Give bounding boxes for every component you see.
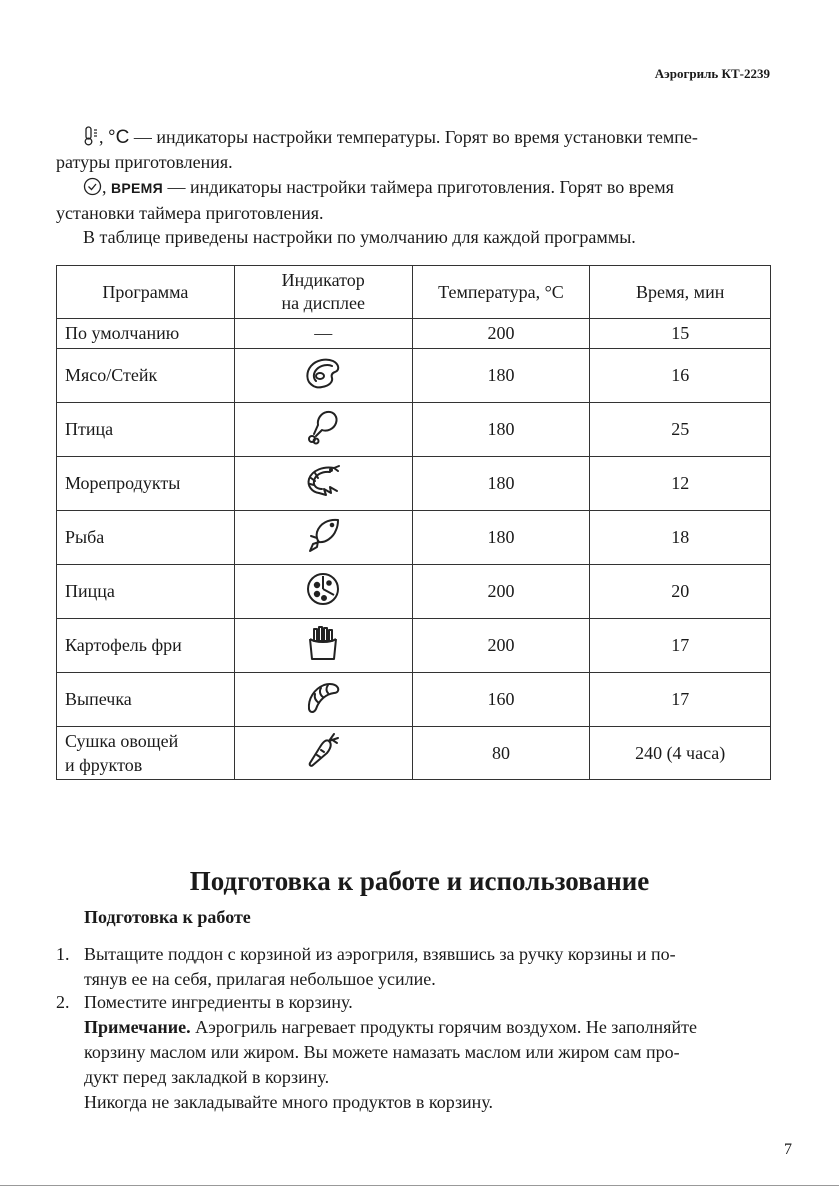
croissant-icon <box>304 679 342 715</box>
table-row: Мясо/Стейк 180 16 <box>57 349 771 403</box>
fries-icon <box>306 625 340 661</box>
document-header: Аэрогриль КТ-2239 <box>654 66 770 81</box>
table-row: Выпечка 160 17 <box>57 673 771 727</box>
carrot-icon <box>305 731 341 769</box>
table-intro-paragraph: В таблице приведены настройки по умолчанию для каждой программы. <box>83 227 636 247</box>
note-label: Примечание. <box>84 1017 191 1037</box>
list-item: 1. Вытащите поддон с корзиной из аэрогриля, взявшись за ручку корзины и по- тянув ее на себя, прилагая небольшое усилие. <box>56 944 676 989</box>
section-title: Подготовка к работе и использование <box>189 866 650 896</box>
programs-table <box>56 265 771 780</box>
drumstick-icon <box>305 408 341 446</box>
header-temperature: Температура, °С <box>412 266 590 319</box>
steak-icon <box>304 355 342 391</box>
thermometer-icon <box>83 126 99 146</box>
header-time: Время, мин <box>590 266 771 319</box>
table-row: Морепродукты 180 12 <box>57 457 771 511</box>
list-item: 2. Поместите ингредиенты в корзину. Примечание. Аэрогриль нагревает продукты горячим воздухом. Не заполняйте корзину маслом или жиром. Вы можете намазать маслом или жиром сам про- дукт перед закладкой в корзину. Никогда не закладывайте много продуктов в корзину. <box>56 992 697 1112</box>
table-row: Картофель фри 200 17 <box>57 619 771 673</box>
clock-icon <box>83 177 102 196</box>
bottom-divider <box>0 1185 839 1186</box>
table-row: По умолчанию — 200 15 <box>57 319 771 349</box>
pizza-icon <box>305 571 341 607</box>
table-row: Пицца 200 20 <box>57 565 771 619</box>
page-number: 7 <box>784 1141 792 1158</box>
section-subtitle: Подготовка к работе <box>84 907 251 927</box>
temperature-indicator-paragraph: , °С — индикаторы настройки температуры. Горят во время установки темпе- ратуры приготовления. <box>56 127 698 172</box>
table-row: Птица 180 25 <box>57 403 771 457</box>
time-indicator-paragraph: , ВРЕМЯ — индикаторы настройки таймера приготовления. Горят во время установки таймера приготовления. <box>56 177 674 223</box>
time-word: ВРЕМЯ <box>111 180 164 196</box>
table-row: Сушка овощей и фруктов 80 240 (4 часа) <box>57 727 771 780</box>
shrimp-icon <box>304 463 342 499</box>
header-program: Программа <box>57 266 235 319</box>
celsius-symbol: °С <box>108 127 130 148</box>
table-row: Рыба 180 18 <box>57 511 771 565</box>
header-indicator: Индикатор на дисплее <box>234 266 412 319</box>
fish-icon <box>305 516 341 554</box>
table-header-row <box>57 266 771 319</box>
